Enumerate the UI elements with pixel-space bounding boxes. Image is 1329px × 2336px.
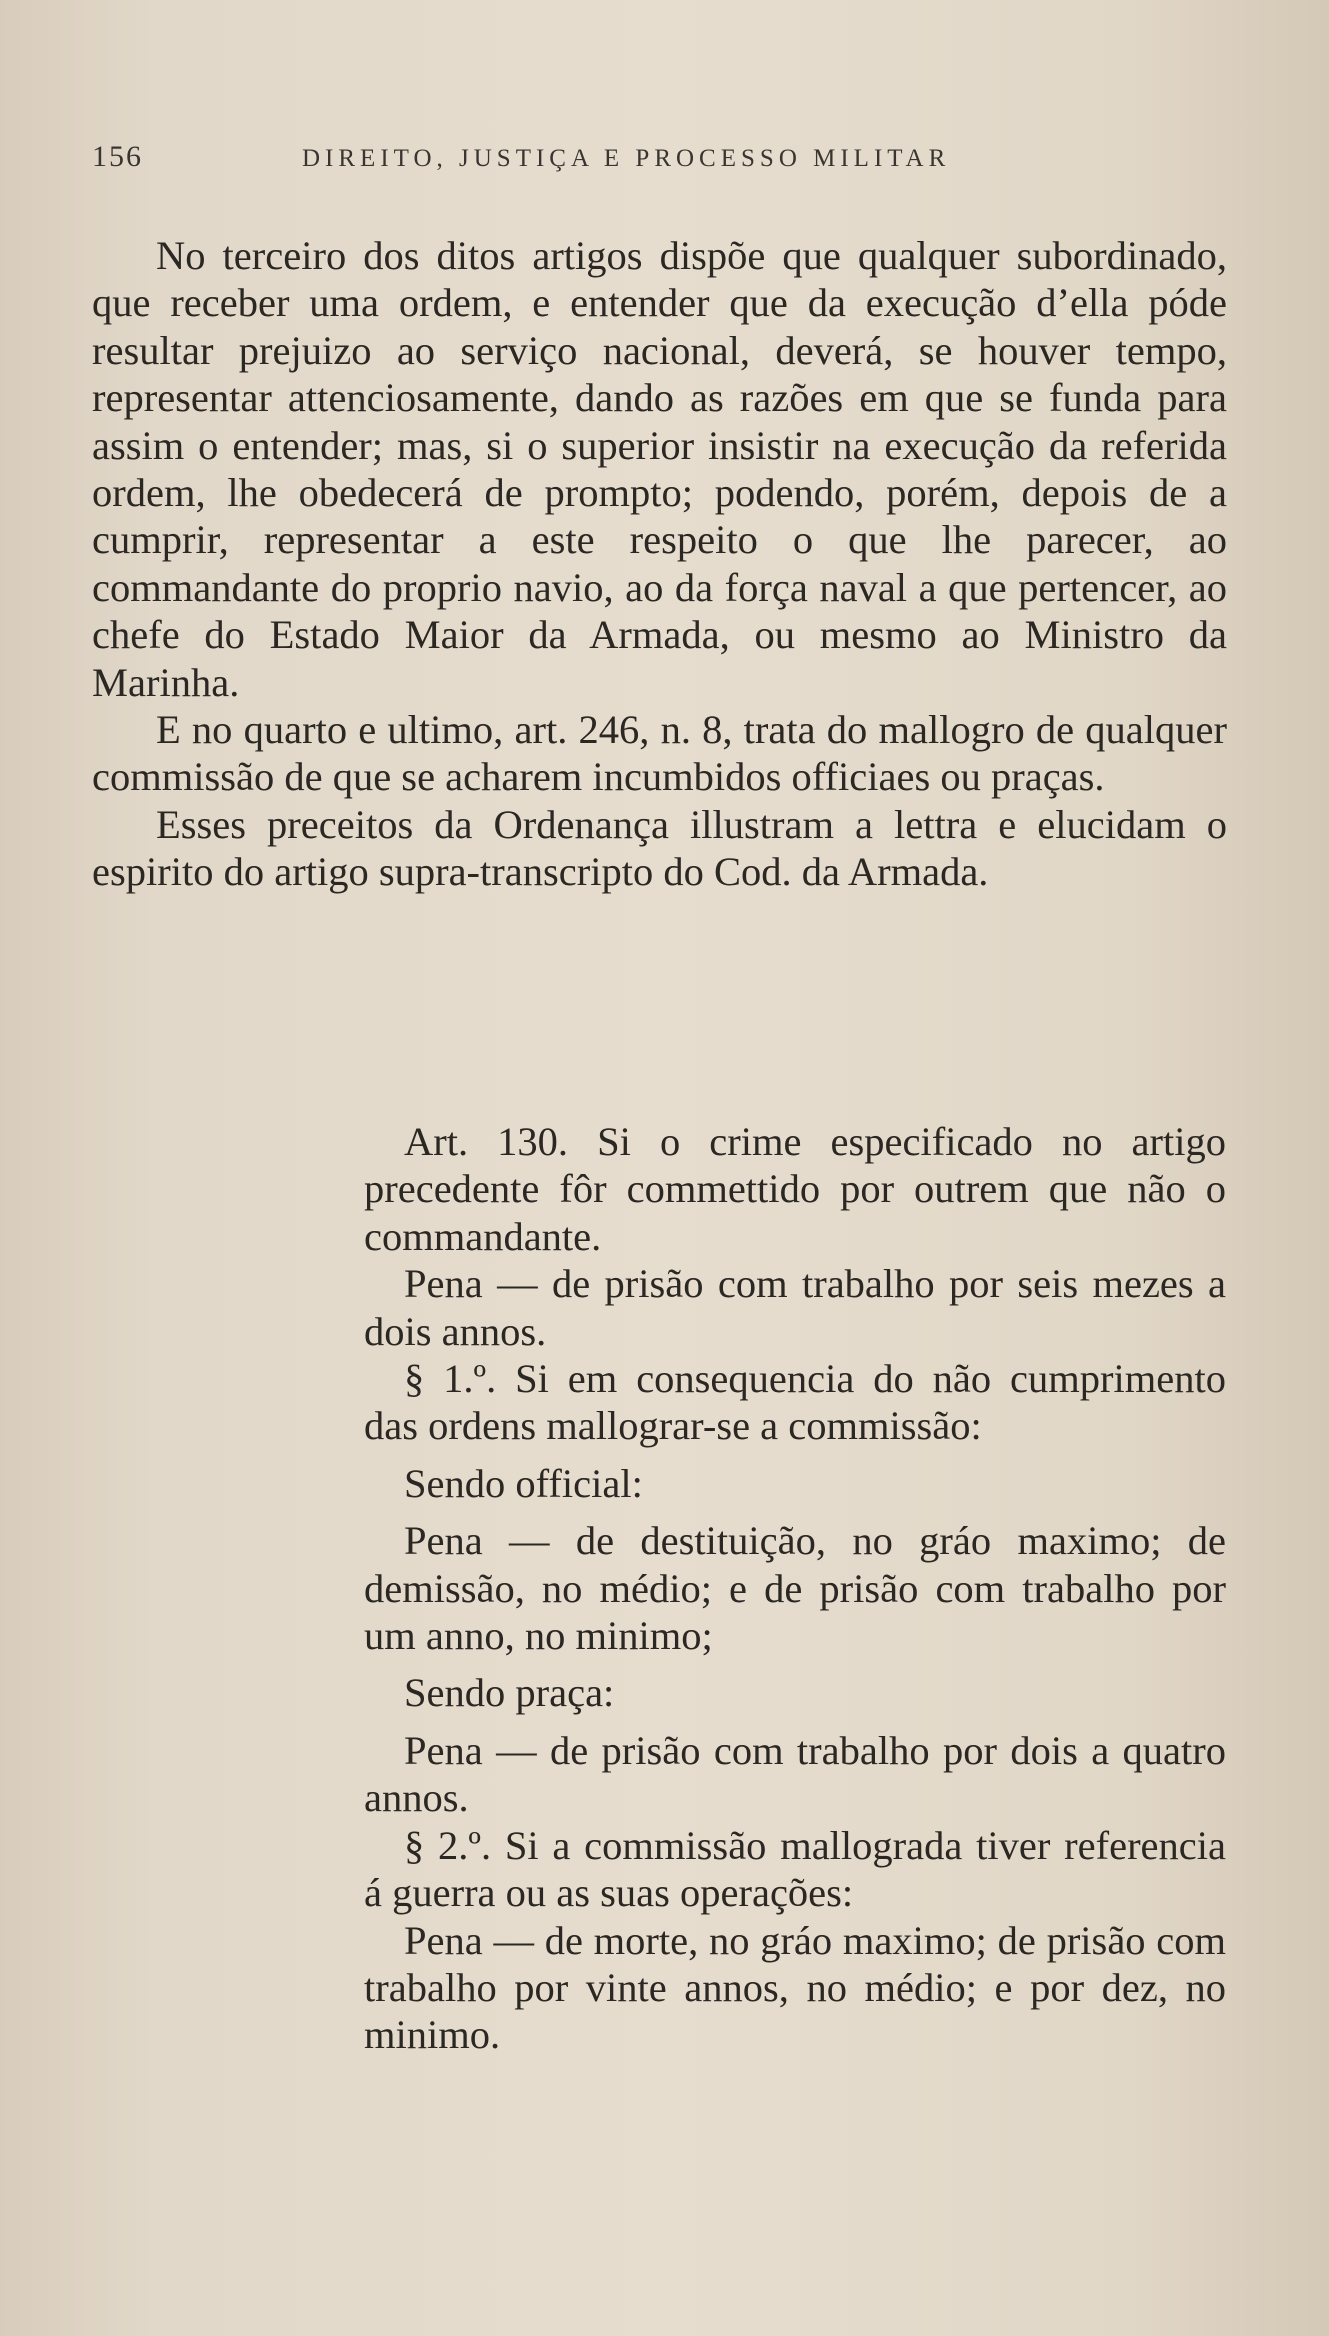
article-paragraph: Pena — de prisão com trabalho por seis mezes a dois annos. <box>364 1261 1226 1354</box>
paragraph: Esses preceitos da Ordenança illustram a lettra e elucidam o espirito do artigo supra-transcripto do Cod. da Armada. <box>92 801 1227 895</box>
article-paragraph: Pena — de prisão com trabalho por dois a quatro annos. <box>364 1727 1226 1821</box>
running-head <box>92 140 1242 180</box>
article-130 <box>364 1118 1226 2059</box>
article-paragraph: Sendo official: <box>404 1460 643 1506</box>
paragraph: No terceiro dos ditos artigos dispõe que qualquer subordinado, que receber uma ordem, e entender que da execução d’ella póde resultar prejuizo ao serviço nacional, deverá, se houver tempo, representar attenciosamente, dando as razões em que se funda para assim o entender; mas, si o superior insistir na execução da referida ordem, lhe obedecerá de prompto; podendo, porém, depois de a cumprir, representar a este respeito o que lhe parecer, ao commandante do proprio navio, ao da força naval a que pertencer, ao chefe do Estado Maior da Armada, ou mesmo ao Ministro da Marinha. <box>92 233 1227 705</box>
paragraph: E no quarto e ultimo, art. 246, n. 8, trata do mallogro de qualquer commissão de que se acharem incumbidos officiaes ou praças. <box>92 707 1227 800</box>
body-text <box>92 232 1227 896</box>
article-paragraph: Pena — de morte, no gráo maximo; de prisão com trabalho por vinte annos, no médio; e por dez, no minimo. <box>364 1917 1226 2058</box>
running-title: DIREITO, JUSTIÇA E PROCESSO MILITAR <box>302 145 951 172</box>
article-heading-paragraph: Art. 130. Si o crime especificado no artigo precedente fôr commettido por outrem que não o commandante. <box>364 1119 1226 1259</box>
article-paragraph: Sendo praça: <box>404 1670 615 1716</box>
article-paragraph: § 2.º. Si a commissão mallograda tiver referencia á guerra ou as suas operações: <box>364 1822 1226 1916</box>
article-paragraph: Pena — de destituição, no gráo maximo; de demissão, no médio; e de prisão com trabalho por um anno, no minimo; <box>364 1518 1226 1659</box>
page-number: 156 <box>92 140 143 173</box>
article-paragraph: § 1.º. Si em consequencia do não cumprimento das ordens mallograr-se a commissão: <box>364 1356 1226 1449</box>
